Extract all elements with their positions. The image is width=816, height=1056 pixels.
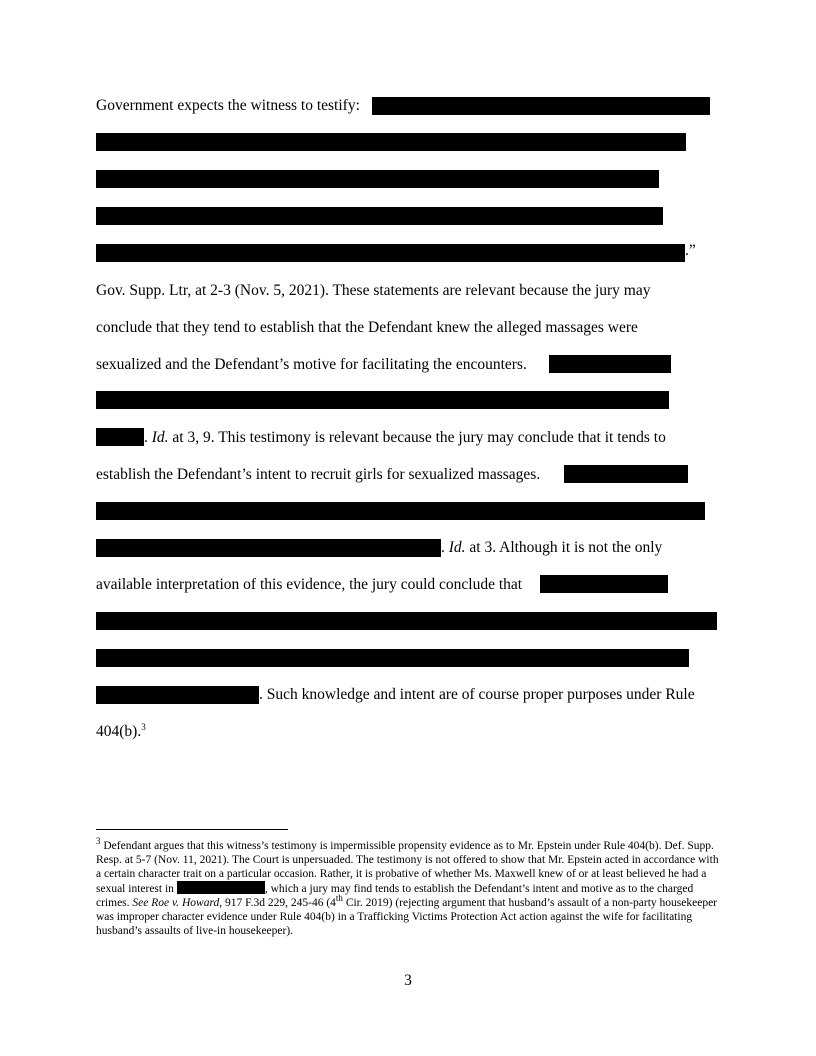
redaction-block bbox=[96, 207, 663, 225]
redaction-block bbox=[96, 391, 669, 409]
body-line: sexualized and the Defendant’s motive for facilitating the encounters. bbox=[96, 356, 527, 373]
case-citation: See Roe v. Howard bbox=[132, 897, 220, 909]
redaction-block bbox=[549, 355, 671, 373]
body-line: available interpretation of this evidence, the jury could conclude that bbox=[96, 576, 523, 593]
body-line: Gov. Supp. Ltr, at 2-3 (Nov. 5, 2021). These statements are relevant because the jury may bbox=[96, 282, 651, 299]
body-line: . Such knowledge and intent are of course proper purposes under Rule bbox=[259, 686, 695, 703]
body-line-text: at 3, 9. This testimony is relevant because the jury may conclude that it tends to bbox=[168, 429, 666, 446]
closing-quote: .” bbox=[685, 242, 696, 259]
footnote-text: , 917 F.3d 229, 245-46 (4 bbox=[219, 897, 336, 909]
footnote-divider bbox=[96, 829, 288, 830]
page-number: 3 bbox=[404, 972, 412, 989]
ordinal-suffix: th bbox=[335, 893, 343, 904]
footnote-marker: 3 bbox=[96, 836, 101, 847]
body-line-text: at 3. Although it is not the only bbox=[465, 539, 663, 556]
id-citation: Id. bbox=[448, 539, 466, 556]
redaction-block bbox=[96, 686, 259, 704]
footnote bbox=[96, 836, 724, 938]
body-line: conclude that they tend to establish that the Defendant knew the alleged massages were bbox=[96, 319, 638, 336]
footnote-text: , which a jury may find tends to establish the Defendant’s intent and motive as to the charged crimes. bbox=[96, 883, 694, 909]
footnote-text: Defendant argues that this witness’s testimony is impermissible propensity evidence as to Mr. Epstein under Rule 404(b). Def. Supp. Resp. at 5-7 (Nov. 11, 2021). The Court is unpersuaded. The testimony is not offered to show that Mr. Epstein acted in accordance with a certain character trait on a particular occasion. Rather, it is probative of whether Ms. Maxwell knew of or at least believed he had a sexual interest in bbox=[96, 840, 719, 895]
redaction-block bbox=[96, 502, 705, 520]
redaction-block bbox=[372, 97, 710, 115]
redaction-block bbox=[96, 539, 441, 557]
redaction-block bbox=[96, 612, 717, 630]
redaction-block bbox=[96, 649, 689, 667]
body-line-text: 404(b). bbox=[96, 723, 142, 740]
body-line: Government expects the witness to testify: bbox=[96, 97, 360, 114]
footnote-reference: 3 bbox=[141, 721, 146, 732]
redaction-block bbox=[540, 575, 668, 593]
body-line: establish the Defendant’s intent to recruit girls for sexualized massages. bbox=[96, 466, 541, 483]
footnote-text: Cir. 2019) (rejecting argument that husband’s assault of a non-party housekeeper was improper character evidence under Rule 404(b) in a Trafficking Victims Protection Act action against the wife for facilitating husband’s assaults of live-in housekeeper). bbox=[96, 897, 718, 937]
redaction-block bbox=[96, 244, 685, 262]
body-line bbox=[96, 722, 146, 742]
redaction-block bbox=[177, 881, 265, 894]
body-line: . Id. at 3. Although it is not the only bbox=[441, 539, 663, 556]
redaction-block bbox=[96, 428, 144, 446]
redaction-block bbox=[96, 170, 659, 188]
id-citation: Id. bbox=[151, 429, 169, 446]
redaction-block bbox=[96, 133, 686, 151]
body-line: . Id. at 3, 9. This testimony is relevant because the jury may conclude that it tends to bbox=[144, 429, 666, 446]
redaction-block bbox=[564, 465, 688, 483]
